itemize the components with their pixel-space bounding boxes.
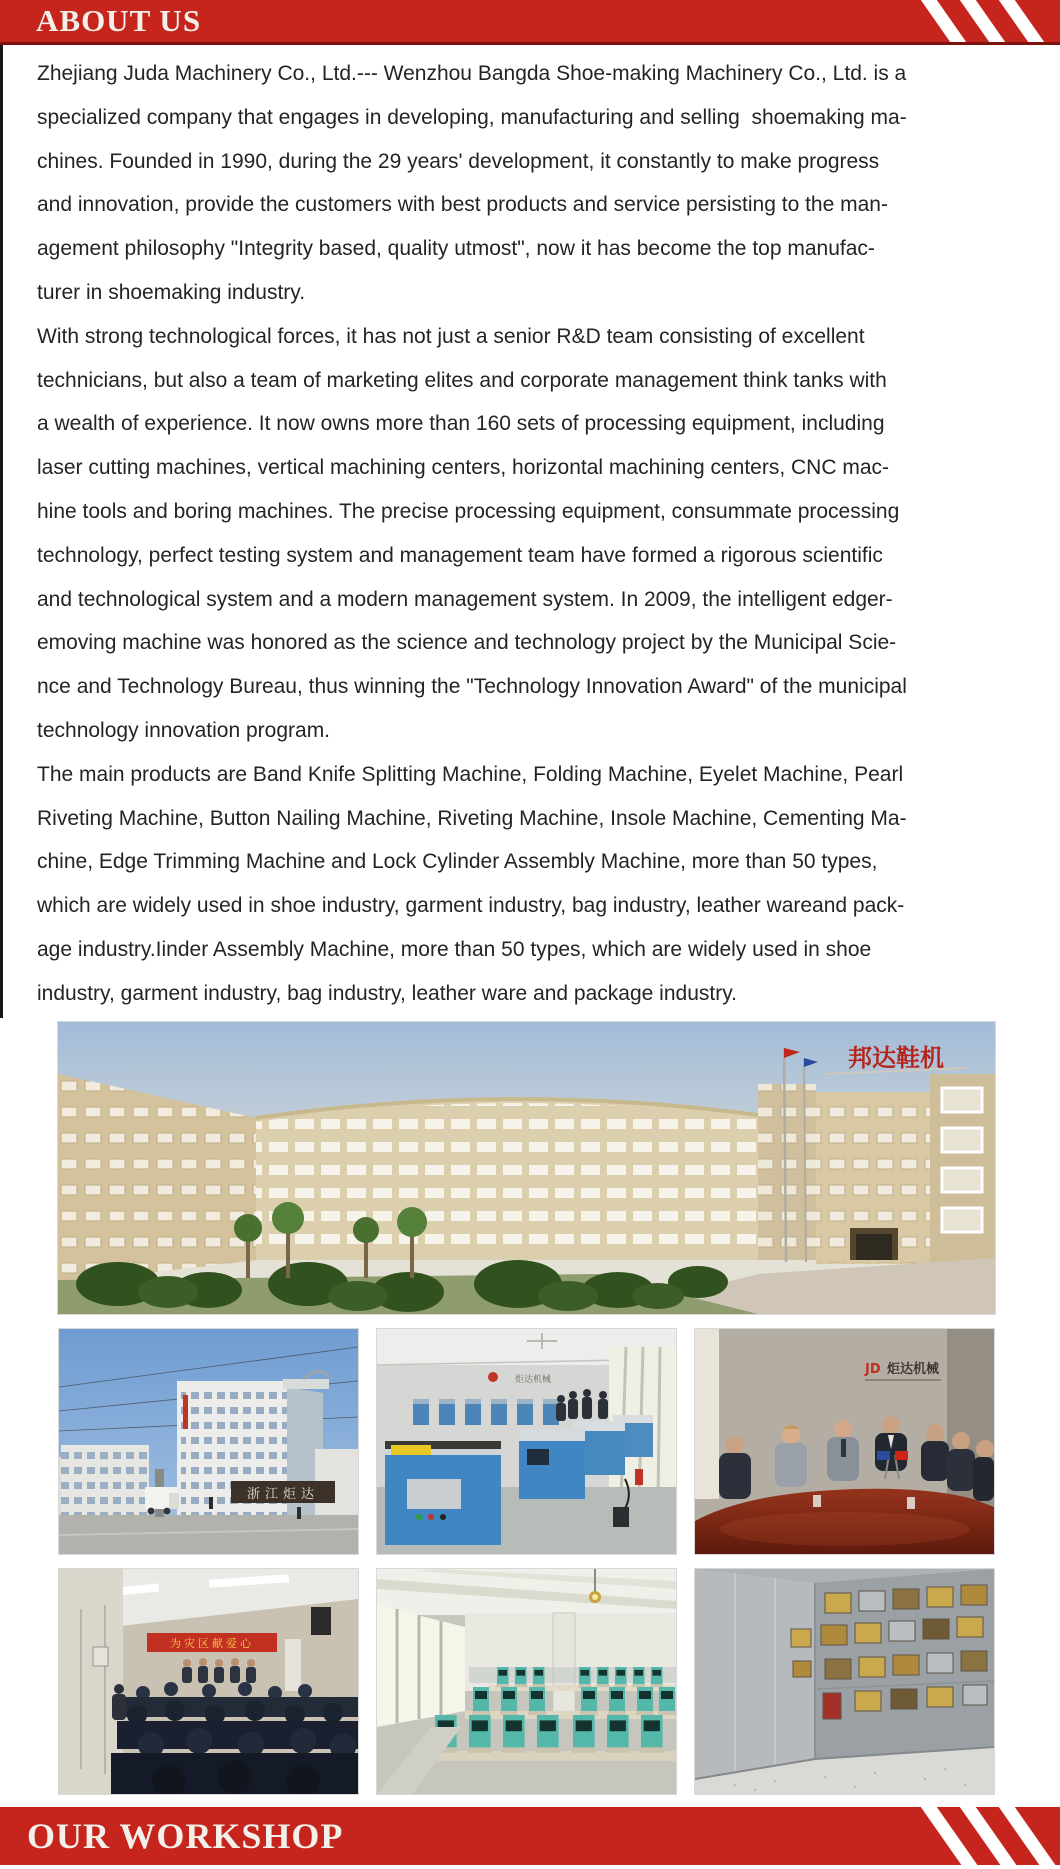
office-building-photo	[59, 1329, 358, 1554]
factory-panorama-photo	[58, 1022, 995, 1314]
about-text-line: nce and Technology Bureau, thus winning the "Technology Innovation Award" of the municipal	[37, 675, 907, 699]
about-text-line: technicians, but also a team of marketing elites and corporate management think tanks with	[37, 368, 887, 392]
about-text-line: turer in shoemaking industry.	[37, 280, 306, 304]
workshop-blue-machines-photo	[377, 1329, 676, 1554]
meeting-room-photo	[695, 1329, 994, 1554]
about-text-line: hine tools and boring machines. The precise processing equipment, consummate processing	[37, 499, 900, 523]
left-border-line	[0, 45, 3, 1018]
our-workshop-footer-bar	[0, 1807, 1060, 1865]
about-text-line: a wealth of experience. It now owns more than 160 sets of processing equipment, including	[37, 412, 885, 436]
about-text-line: specialized company that engages in developing, manufacturing and selling shoemaking ma-	[37, 105, 907, 129]
our-workshop-title: OUR WORKSHOP	[27, 1816, 344, 1856]
meeting-wall-sign-text: 炬达机械	[887, 1362, 940, 1377]
gate-sign-text: 浙江炬达	[246, 1487, 320, 1502]
about-text-line: and technological system and a modern management system. In 2009, the intelligent edger-	[37, 587, 893, 611]
about-text-block	[37, 52, 1037, 1016]
about-text-line: With strong technological forces, it has not just a senior R&D team consisting of excellent	[37, 324, 865, 348]
about-text-line: chine, Edge Trimming Machine and Lock Cylinder Assembly Machine, more than 50 types,	[37, 850, 878, 874]
about-text-line: age industry.Iinder Assembly Machine, more than 50 types, which are widely used in shoe	[37, 937, 872, 961]
about-us-title: ABOUT US	[36, 3, 202, 38]
about-text-line: Riveting Machine, Button Nailing Machine, Riveting Machine, Insole Machine, Cementing Ma-	[37, 806, 907, 830]
jd-logo-text: JD	[865, 1362, 881, 1377]
about-text-line: The main products are Band Knife Splitting Machine, Folding Machine, Eyelet Machine, Pearl	[37, 762, 904, 786]
about-text-line: and innovation, provide the customers with best products and service persisting to the man-	[37, 193, 888, 217]
about-text-line: agement philosophy "Integrity based, quality utmost", now it has become the top manufac-	[37, 237, 875, 261]
about-text-line: Zhejiang Juda Machinery Co., Ltd.--- Wenzhou Bangda Shoe-making Machinery Co., Ltd. is a	[37, 62, 907, 85]
workshop-wall-sign-text: 炬达机械	[514, 1375, 552, 1385]
banner-text: 为灾区献爱心	[170, 1637, 254, 1650]
about-text-line: technology innovation program.	[37, 718, 331, 742]
about-text-line: which are widely used in shoe industry, garment industry, bag industry, leather wareand pack-	[37, 894, 905, 918]
diagonal-stripe-icon	[957, 0, 1008, 45]
about-text-line: emoving machine was honored as the science and technology project by the Municipal Scie-	[37, 631, 897, 655]
about-us-header-bar	[0, 0, 1060, 45]
about-text-line: chines. Founded in 1990, during the 29 years' development, it constantly to make progress	[37, 149, 880, 173]
diagonal-stripe-icon	[996, 0, 1047, 45]
roof-sign-text: 邦达鞋机	[848, 1044, 944, 1072]
about-text-line: technology, perfect testing system and management team have formed a rigorous scientific	[37, 543, 883, 567]
workshop-teal-machines-photo	[377, 1569, 676, 1794]
about-text-line: industry, garment industry, bag industry, leather ware and package industry.	[37, 981, 737, 1005]
awards-wall-photo	[695, 1569, 994, 1794]
diagonal-stripe-icon	[918, 0, 969, 45]
about-text-line: laser cutting machines, vertical machining centers, horizontal machining centers, CNC mac-	[37, 456, 890, 480]
staff-assembly-photo	[59, 1569, 358, 1794]
